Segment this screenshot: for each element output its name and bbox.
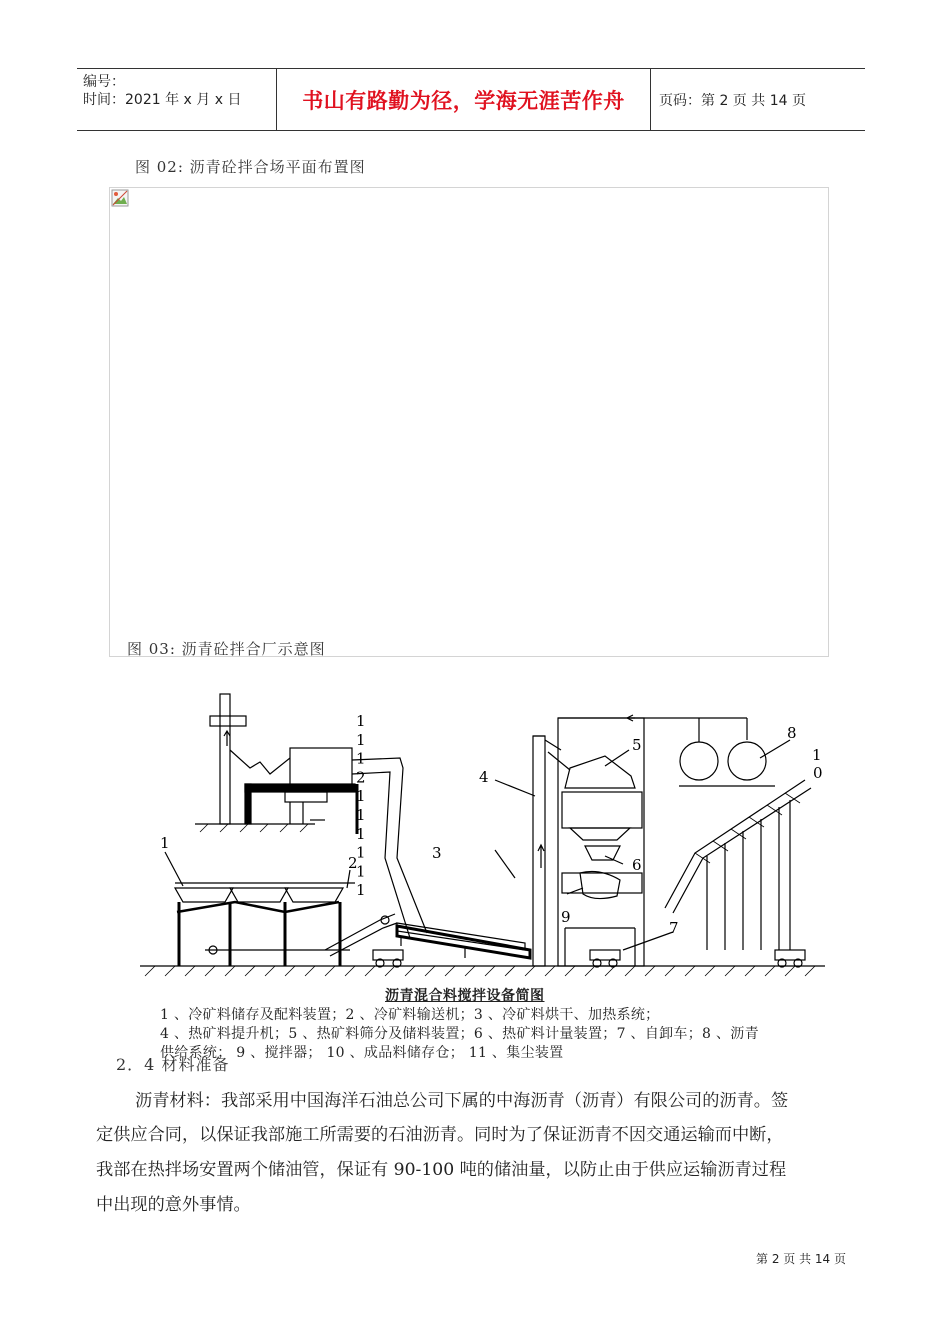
label-11-digit: 1 — [356, 730, 366, 749]
fig02-caption: 图 02: 沥青砼拌合场平面布置图 — [135, 158, 366, 176]
label-5: 5 — [632, 736, 642, 754]
label-11-digit: 1 — [356, 881, 366, 900]
paragraph-line-4: 中出现的意外事情。 — [96, 1195, 251, 1215]
number-label: 编号： — [83, 74, 125, 90]
header-info-cell — [77, 69, 277, 130]
broken-image-icon — [111, 189, 129, 207]
legend-line-1: 1 、冷矿料储存及配料装置；2 、冷矿料输送机；3 、冷矿料烘干、加热系统； — [160, 1007, 660, 1023]
legend-line-3: 供给系统； 9 、搅拌器； 10 、成品料储存仓； 11 、集尘装置 — [160, 1045, 564, 1061]
label-6: 6 — [632, 856, 642, 874]
label-11-digit: 1 — [356, 749, 366, 768]
header-motto: 书山有路勤为径，学海无涯苦作舟 — [277, 69, 651, 130]
document-header — [77, 68, 865, 131]
page-footer: 第 2 页 共 14 页 — [756, 1252, 846, 1266]
label-10-bottom: 0 — [813, 764, 823, 782]
asphalt-mixing-plant-diagram — [135, 688, 835, 988]
label-4: 4 — [479, 768, 489, 786]
header-page-label: 页码：第 2 页 共 14 页 — [659, 92, 806, 109]
label-11-digit: 1 — [356, 843, 366, 862]
label-11-digit: 1 — [356, 787, 366, 806]
paragraph-line-1: 沥青材料：我部采用中国海洋石油总公司下属的中海沥青（沥青）有限公司的沥青。签 — [135, 1091, 789, 1111]
label-11-digit: 1 — [356, 806, 366, 824]
label-11-digit: 1 — [356, 712, 366, 730]
section-heading: 2．4 材料准备 — [116, 1055, 230, 1074]
paragraph-line-2: 定供应合同，以保证我部施工所需要的石油沥青。同时为了保证沥青不因交通运输而中断， — [96, 1125, 784, 1145]
paragraph-line-3: 我部在热拌场安置两个储油管，保证有 90-100 吨的储油量，以防止由于供应运输沥青过程 — [96, 1160, 787, 1180]
label-3: 3 — [432, 844, 442, 862]
legend-line-2: 4 、热矿料提升机；5 、热矿料筛分及储料装置；6 、热矿料计量装置；7 、自卸车；8 、沥青 — [160, 1026, 759, 1042]
layout-plan-image — [109, 187, 829, 657]
fig03-caption: 图 03: 沥青砼拌合厂示意图 — [127, 640, 326, 658]
label-11-digit: 2 — [356, 768, 366, 787]
label-11-digit: 1 — [356, 862, 366, 881]
label-1: 1 — [160, 834, 170, 852]
label-10-top: 1 — [812, 746, 822, 764]
label-9: 9 — [561, 908, 571, 926]
label-2: 2 — [348, 854, 358, 872]
time-label: 时间：2021 年 x 月 x 日 — [83, 92, 242, 108]
label-8: 8 — [787, 724, 797, 742]
label-11-digit: 1 — [356, 824, 366, 843]
label-11-stack — [356, 712, 366, 899]
label-7: 7 — [669, 919, 679, 937]
diagram-title: 沥青混合料搅拌设备简图 — [385, 988, 545, 1004]
